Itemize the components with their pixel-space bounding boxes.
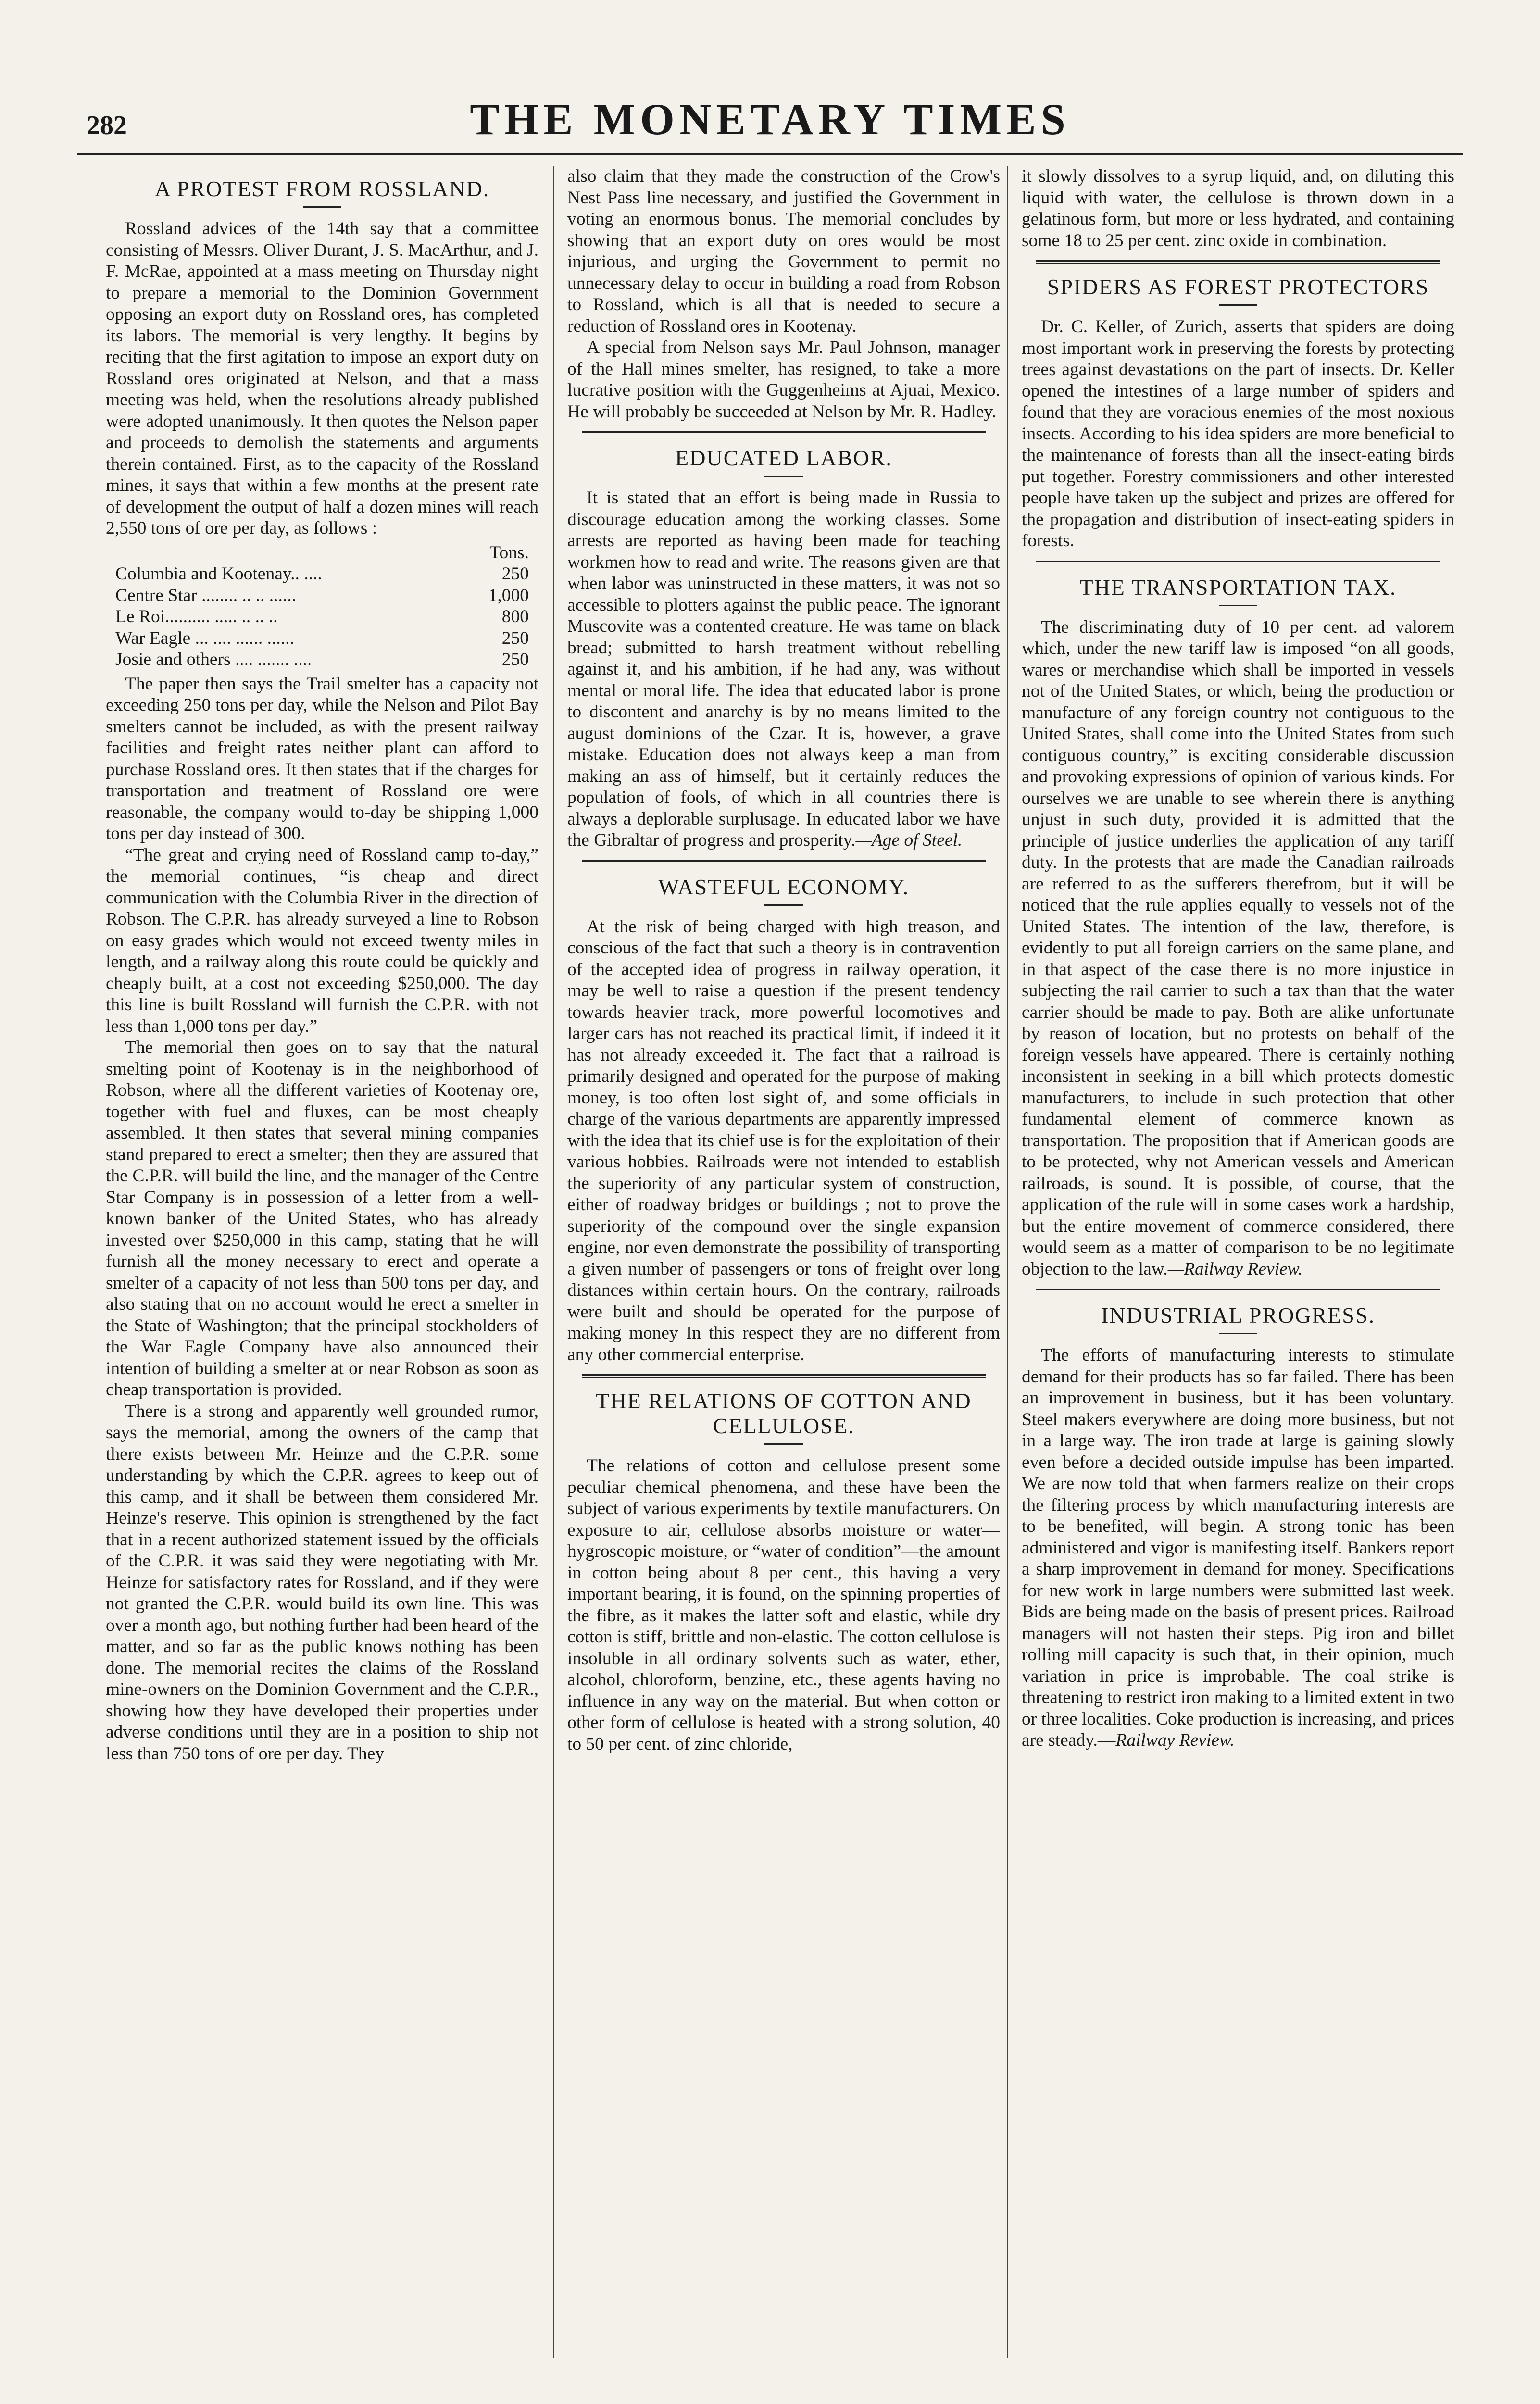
article-source: —Railway Review.: [1167, 1259, 1303, 1279]
article-separator: [1036, 1289, 1440, 1290]
column-2: [567, 166, 1000, 2356]
article-paragraph: [1022, 617, 1454, 1280]
article-spiders: [1022, 275, 1454, 552]
masthead-rule: [77, 153, 1463, 155]
mine-tons: 1,000: [488, 585, 529, 605]
mine-tons: 250: [501, 628, 529, 648]
table-row: [106, 606, 538, 628]
paragraph-text: It is stated that an effort is being made in Russia to discourage education among the working classes. Some arrests are reported as having been made for teaching workmen how to read and write. The reasons given are that when labor was uninstructed in these matters, it was not so accessible to plotters against the public peace. The ignorant Muscovite was a contented creature. He was tame on black bread; submitted to harsh treatment without rebelling against it, and his ambition, if he had any, was without mental or moral life. The idea that educated labor is prone to discontent and anarchy is by no means limited to the august dominions of the Czar. It is, however, a grave mistake. Education does not always keep a man from making an ass of himself, but it certainly reduces the population of fools, of which in all countries there is always a deplorable surplusage. In educated labor we have the Gibraltar of progress and prosperity.: [567, 488, 1000, 850]
article-paragraph: [1022, 1345, 1454, 1752]
article-headline: A PROTEST FROM ROSSLAND.: [154, 176, 490, 201]
paragraph-text: The discriminating duty of 10 per cent. ad valorem which, under the new tariff law is imposed “on all goods, wares or merchandise which shall be imported in vessels not of the United States, or which, being the production or manufacture of any foreign country not contiguous to the United States, shall come into the United States from such contiguous country,” is exciting considerable discussion and provoking expressions of opinion of various kinds. For ourselves we are unable to see wherein there is anything unjust in such duty, provided it is admitted that the principle of justice underlies the application of any tariff duty. In the protests that are made the Canadian railroads are referred to as the sufferers therefrom, but it will be noticed that the rule applies equally to vessels not of the United States. The intention of the law, therefore, is evidently to put all foreign carriers on the same plane, and in that aspect of the case there is no more injustice in subjecting the rail carrier to such a tax than that the water carrier should be made to pay. Both are alike unfortunate by reason of location, but no protests on behalf of the foreign vessels have appeared. There is certainly nothing inconsistent in seeking in a bill which protects domestic manufacturers, to include in such protection that other fundamental element of commerce known as transportation. The proposition that if American goods are to be protected, why not American vessels and American railroads, is sound. It is possible, of course, that the application of the rule will in some cases work a hardship, but the entire movement of commerce considered, there would seem as a matter of comparison to be no legitimate objection to the law.: [1022, 617, 1454, 1279]
headline-rule: [1219, 304, 1257, 306]
article-separator: [582, 860, 986, 862]
article-paragraph: Rossland advices of the 14th say that a committee consisting of Messrs. Oliver Durant, J. S. MacArthur, and J. F. McRae, appointed at a mass meeting on Thursday night to prepare a memorial to the Dominion Government opposing an export duty on Rossland ores, has completed its labors. The memorial is very lengthy. It begins by reciting that the first agitation to impose an export duty on Rossland ores originated at Nelson, and that a mass meeting was held, when the resolutions already published were adopted unanimously. It then quotes the Nelson paper and proceeds to demolish the statements and arguments therein contained. First, as to the capacity of the Rossland mines, it says that within a few months at the present rate of development the output of half a dozen mines will reach 2,550 tons of ore per day, as follows :: [106, 219, 538, 538]
mine-name: Columbia and Kootenay.. ....: [115, 564, 322, 584]
article-wasteful-economy: [567, 875, 1000, 1366]
article-separator: [1036, 260, 1440, 262]
headline-rule: [303, 206, 341, 208]
column-3: [1022, 166, 1454, 2356]
article-cotton-continued: [1022, 166, 1454, 251]
article-paragraph: [567, 488, 1000, 851]
mine-name: Centre Star ........ .. .. ......: [115, 585, 296, 605]
headline-rule: [1219, 1333, 1257, 1334]
headline-rule: [764, 1443, 803, 1445]
table-row: [106, 585, 538, 607]
mine-tons: 250: [501, 564, 529, 584]
publication-title: THE MONETARY TIMES: [470, 95, 1070, 144]
article-paragraph: The relations of cotton and cellulose present some peculiar chemical phenomena, and these have been the subject of various experiments by textile manufacturers. On exposure to air, cellulose absorbs moisture or water—hygroscopic moisture, or “water of condition”—the amount in cotton being about 8 per cent., this having a very important bearing, it is found, on the spinning properties of the fibre, as it makes the latter soft and elastic, while dry cotton is stiff, brittle and non-elastic. The cotton cellulose is insoluble in all ordinary solvents such as water, ether, alcohol, chloroform, benzine, etc., these agents having no influence in any way on the material. But when cotton or other form of cellulose is heated with a strong solution, 40 to 50 per cent. of zinc chloride,: [567, 1456, 1000, 1754]
table-row: [106, 649, 538, 671]
article-transportation-tax: [1022, 575, 1454, 1280]
article-paragraph: “The great and crying need of Rossland camp to-day,” the memorial continues, “is cheap and direct communication with the Columbia River in the direction of Robson. The C.P.R. has already surveyed a line to Robson on easy grades which would not exceed twenty miles in length, and a railway along this route could be quickly and cheaply built, at a cost not exceeding $250,000. The day this line is built Rossland will furnish the C.P.R. with not less than 1,000 tons per day.”: [106, 845, 538, 1036]
article-source: Railway Review.: [1115, 1730, 1235, 1750]
ore-tonnage-table: [106, 542, 538, 671]
table-unit-header: Tons.: [489, 542, 529, 563]
page-number: 282: [87, 111, 127, 140]
column-divider: [553, 166, 554, 2358]
mine-name: Le Roi.......... ..... .. .. ..: [115, 607, 278, 626]
table-row: [106, 628, 538, 650]
article-paragraph: There is a strong and apparently well grounded rumor, says the memorial, among the owners of the camp that there exists between Mr. Heinze and the C.P.R. some understanding by which the C.P.R. agrees to keep out of this camp, and it shall be between them considered Mr. Heinze's reserve. This opinion is strengthened by the fact that in a recent authorized statement issued by the officials of the C.P.R. it was said they were negotiating with Mr. Heinze for satisfactory rates for Rossland, and if they were not granted the C.P.R. would build its own line. This was over a month ago, but nothing further had been heard of the matter, and so far as the public knows nothing has been done. The memorial recites the claims of the Rossland mine-owners on the Dominion Government and the C.P.R., showing how they have developed their properties under adverse conditions until they are in a position to ship not less than 750 tons of ore per day. They: [106, 1401, 538, 1764]
mine-name: Josie and others .... ....... ....: [115, 650, 312, 669]
article-paragraph: Dr. C. Keller, of Zurich, asserts that spiders are doing most important work in preserving the forests by protecting trees against devastations on the part of insects. Dr. Keller opened the intestines of a large number of spiders and found that they are voracious enemies of the most noxious insects. According to his idea spiders are more beneficial to the maintenance of forests than all the insect-eating birds put together. Forestry commissioners and other interested people have taken up the subject and prizes are offered for the propagation and distribution of insect-eating spiders in forests.: [1022, 317, 1454, 551]
article-paragraph: it slowly dissolves to a syrup liquid, and, on diluting this liquid with water, the cellulose is thrown down in a gelatinous form, but more or less hydrated, and containing some 18 to 25 per cent. zinc oxide in combination.: [1022, 166, 1454, 250]
article-headline: WASTEFUL ECONOMY.: [658, 874, 910, 899]
article-rossland: [106, 176, 538, 1765]
article-separator: [1036, 561, 1440, 562]
article-cotton-cellulose: [567, 1389, 1000, 1755]
column-1: [106, 166, 538, 2356]
article-headline: THE TRANSPORTATION TAX.: [1079, 575, 1397, 600]
mine-tons: 800: [501, 607, 529, 626]
mine-name: War Eagle ... .... ...... ......: [115, 628, 294, 648]
headline-rule: [1219, 605, 1257, 606]
article-paragraph: also claim that they made the construction of the Crow's Nest Pass line necessary, and justified the Government in voting an enormous bonus. The memorial concludes by showing that an export duty on ores would be most injurious, and urging the Government to permit no unnecessary delay to occur in building a road from Robson to Rossland, which is all that is needed to secure a reduction of Rossland ores in Kootenay.: [567, 166, 1000, 336]
column-divider: [1007, 166, 1008, 2358]
paragraph-text: The efforts of manufacturing interests to stimulate demand for their products has so far failed. There has been an improvement in business, but it has been voluntary. Steel makers everywhere are doing more business, but not in a large way. The iron trade at large is gaining slowly even before a decided outside impulse has been imparted. We are now told that when farmers realize on their crops the filtering process by which manufacturing interests are to be benefited, will begin. A strong tonic has been administered and vigor is manifesting itself. Bankers report a sharp improvement in demand for money. Specifications for new work in large numbers were submitted last week. Bids are being made on the basis of present prices. Railroad managers will not hasten their steps. Pig iron and billet rolling mill capacity is such that, in their opinion, much variation in price is improbable. The coal strike is threatening to restrict iron making to a limited extent in two or three localities. Coke production is increasing, and prices are steady.—: [1022, 1345, 1454, 1750]
article-separator-thin: [582, 1377, 986, 1378]
article-rossland-continued: [567, 166, 1000, 423]
article-headline: THE RELATIONS OF COTTON AND CELLULOSE.: [596, 1389, 972, 1438]
headline-rule: [764, 904, 803, 906]
article-headline: INDUSTRIAL PROGRESS.: [1101, 1303, 1375, 1327]
article-separator: [582, 1374, 986, 1376]
article-educated-labor: [567, 446, 1000, 851]
article-source: —Age of Steel.: [855, 830, 963, 850]
article-headline: EDUCATED LABOR.: [675, 446, 892, 470]
article-paragraph: The paper then says the Trail smelter has a capacity not exceeding 250 tons per day, while the Nelson and Pilot Bay smelters cannot be included, as with the present railway facilities and freight rates neither plant can afford to purchase Rossland ores. It then states that if the charges for transportation and treatment of Rossland ore were reasonable, the company would to-day be shipping 1,000 tons per day instead of 300.: [106, 674, 538, 843]
article-industrial-progress: [1022, 1303, 1454, 1752]
article-separator: [582, 431, 986, 433]
article-paragraph: A special from Nelson says Mr. Paul Johnson, manager of the Hall mines smelter, has resigned, to take a more lucrative position with the Guggenheims at Ajuai, Mexico. He will probably be succeeded at Nelson by Mr. R. Hadley.: [567, 338, 1000, 422]
article-paragraph: The memorial then goes on to say that the natural smelting point of Kootenay is in the neighborhood of Robson, where all the different varieties of Kootenay ore, together with fuel and fluxes, can be most cheaply assembled. It then states that several mining companies stand prepared to erect a smelter; then they are assured that the C.P.R. will build the line, and the manager of the Centre Star Company is in possession of a letter from a well-known banker of the United States, who has already invested over $250,000 in this camp, stating that he will furnish all the money necessary to erect and operate a smelter of a capacity of not less than 500 tons per day, and also stating that on no account would he erect a smelter in the State of Washington; that the principal stockholders of the War Eagle Company have also announced their intention of building a smelter at or near Robson as soon as cheap transportation is provided.: [106, 1038, 538, 1400]
article-separator-thin: [1036, 263, 1440, 264]
article-headline: SPIDERS AS FOREST PROTECTORS: [1047, 275, 1429, 299]
table-row: [106, 563, 538, 585]
article-paragraph: At the risk of being charged with high treason, and conscious of the fact that such a theory is in contravention of the accepted idea of progress in railway operation, it may be well to raise a question if the present tendency towards heavier track, more powerful locomotives and larger cars has not reached its practical limit, if indeed it it has not already exceeded it. The fact that a railroad is primarily designed and operated for the purpose of making money, is too often lost sight of, and some officials in charge of the various departments are apparently impressed with the idea that its chief use is for the exploitation of their various hobbies. Railroads were not intended to establish the superiority of any particular system of construction, either of roadway bridges or buildings ; not to prove the superiority of the compound over the single expansion engine, nor even demonstrate the possibility of transporting a given number of passengers or tons of freight over long distances within certain hours. On the contrary, railroads were built and should be operated for the purpose of making money In this respect they are no different from any other commercial enterprise.: [567, 916, 1000, 1365]
headline-rule: [764, 476, 803, 477]
masthead: [77, 94, 1463, 147]
mine-tons: 250: [501, 650, 529, 669]
